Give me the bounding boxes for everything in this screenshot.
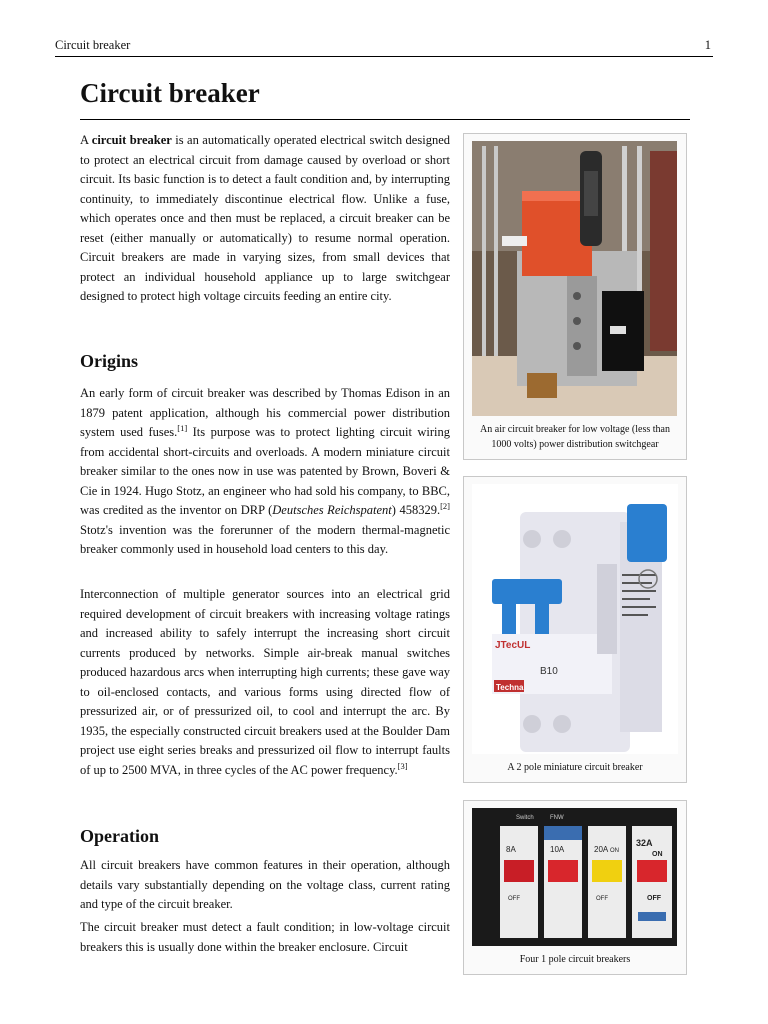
breaker-3 <box>588 826 626 938</box>
two-pole-logo-label: Techna <box>496 683 524 692</box>
two-pole-drawing <box>472 484 677 754</box>
origins-paragraph-2 <box>80 585 450 780</box>
origins-p1-a: An early form of circuit breaker was described by Thomas Edison in an 1879 patent application, although his commercial power distribution system used fuses. <box>80 386 450 439</box>
origins-p1-b: Its purpose was to protect lighting circuit wiring from accidental short-circuits and overloads. A modern miniature circuit breaker similar to the ones now in use was patented by Brown, Boveri & Cie in 1924. Hugo Stotz, an engineer who had sold his company, to BBC, was credited as the inventor on DRP ( <box>80 425 450 517</box>
breaker-4-on: ON <box>652 851 663 858</box>
origins-p1-italic: Deutsches Reichspatent <box>272 503 392 517</box>
figure-four-breakers <box>463 800 687 975</box>
operation-paragraph-1 <box>80 856 450 915</box>
two-pole-rating-label: B10 <box>540 666 558 677</box>
breaker-4-off: OFF <box>647 895 661 902</box>
ref-1-link[interactable]: [1] <box>177 422 188 433</box>
breaker-2 <box>544 826 582 938</box>
origins-paragraph-1 <box>80 384 450 560</box>
page-number: 1 <box>704 38 711 52</box>
breaker-3-off: OFF <box>596 896 608 902</box>
breaker-4 <box>632 826 672 938</box>
ref-2-link[interactable]: [2] <box>440 500 450 511</box>
four-breakers-caption: Four 1 pole circuit breakers <box>519 954 631 965</box>
origins-p1-d: Stotz's invention was the forerunner of the modern thermal-magnetic breaker commonly used in household load centers to this day. <box>80 522 450 556</box>
intro-paragraph <box>80 131 450 307</box>
intro-bold-term: circuit breaker <box>91 133 172 147</box>
operation-p2: The circuit breaker must detect a fault condition; in low-voltage circuit breakers this is usually done within the breaker enclosure. Circuit <box>80 920 450 954</box>
intro-lead: A <box>80 133 92 147</box>
ref-3-link[interactable]: [3] <box>397 760 408 771</box>
origins-p2-a: Interconnection of multiple generator sources into an electrical grid required development of circuit breakers with increasing voltage ratings and increased ability to safely interrupt the increasing short circuit currents produced by networks. Simple air-break manual switches produced hazardous arcs when interrupting high currents; these gave way to oil-enclosed contacts, and various forms using directed flow of pressurized air, or of pressurized oil, to cool and interrupt the arc. By 1935, the especially constructed circuit breakers used at the Boulder Dam project use eight series breaks and pressurized oil flow to interrupt faults of up to 2500 MVA, in three cycles of the AC power frequency. <box>80 587 450 777</box>
air-breaker-caption: An air circuit breaker for low voltage (less than 1000 volts) power distribution switchgear <box>480 424 670 450</box>
air-breaker-drawing <box>472 141 677 416</box>
two-pole-image <box>472 484 678 754</box>
running-title: Circuit breaker <box>55 38 131 52</box>
figure-air-breaker <box>463 133 687 460</box>
two-pole-caption: A 2 pole miniature circuit breaker <box>507 762 643 773</box>
breaker-3-rating: 20A <box>594 845 609 854</box>
origins-heading: Origins <box>80 351 139 371</box>
origins-p1-c: ) 458329. <box>391 503 441 517</box>
air-breaker-image <box>472 141 678 416</box>
top-label-fnw: FNW <box>550 815 564 821</box>
article-title: Circuit breaker <box>80 78 690 120</box>
top-label-switch: Switch <box>516 815 534 821</box>
breaker-1-off: OFF <box>508 896 520 902</box>
operation-heading: Operation <box>80 826 159 846</box>
breaker-1 <box>500 826 538 938</box>
intro-text: is an automatically operated electrical switch designed to protect an electrical circuit from damage caused by overload or short circuit. Its basic function is to detect a fault condition and, by interrupting continuity, to immediately discontinue electrical flow. Unlike a fuse, which operates once and then must be replaced, a circuit breaker can be reset (either manually or automatically) to resume normal operation. Circuit breakers are made in varying sizes, from small devices that protect an individual household appliance up to large switchgear designed to protect high voltage circuits feeding an entire city. <box>80 133 450 303</box>
breaker-4-rating: 32A <box>636 838 653 848</box>
breaker-3-on: ON <box>610 848 619 854</box>
four-breakers-image <box>472 808 678 946</box>
four-breakers-drawing <box>472 808 677 946</box>
running-header <box>55 38 713 57</box>
operation-paragraph-2 <box>80 918 450 957</box>
figure-two-pole-breaker <box>463 476 687 783</box>
operation-p1: All circuit breakers have common features in their operation, although details vary substantially depending on the voltage class, current rating and type of the circuit breaker. <box>80 858 450 911</box>
breaker-1-rating: 8A <box>506 845 516 854</box>
breaker-2-rating: 10A <box>550 845 565 854</box>
two-pole-brand-label: JTecUL <box>495 640 531 651</box>
